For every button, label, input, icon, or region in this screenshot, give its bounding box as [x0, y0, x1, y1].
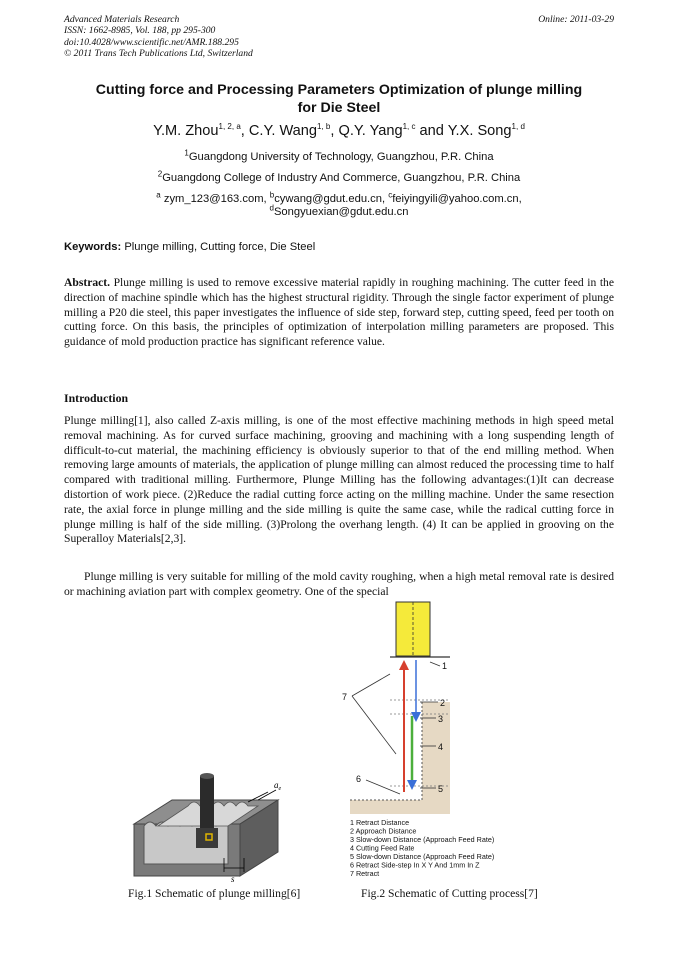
callout-4: 4 — [438, 742, 444, 752]
keywords-line — [64, 241, 315, 253]
keywords-text: Plunge milling, Cutting force, Die Steel — [124, 241, 316, 253]
section-heading-introduction: Introduction — [64, 391, 129, 405]
legend-item: 5 Slow-down Distance (Approach Feed Rate) — [350, 852, 495, 861]
email-superscript: c — [388, 190, 393, 200]
callout-3: 3 — [438, 714, 444, 724]
email-link[interactable]: zym_123@163.com, — [163, 193, 267, 205]
legend-item: 6 Retract Side-step In X Y And 1mm In Z — [350, 860, 480, 870]
label-s: s — [231, 874, 235, 884]
email-link[interactable]: feiyingyili@yahoo.com.cn, — [392, 193, 522, 205]
author-name: Y.M. Zhou — [153, 123, 219, 139]
affiliation-text: Guangdong University of Technology, Guangzhou, P.R. China — [188, 151, 494, 163]
affiliation-superscript: 1 — [184, 148, 189, 158]
email-link[interactable]: Songyuexian@gdut.edu.cn — [273, 206, 409, 218]
figure-1-plunge-milling-schematic — [128, 772, 300, 884]
author-name: Q.Y. Yang — [338, 123, 403, 139]
author-name: Y.X. Song — [447, 123, 512, 139]
issn-line: ISSN: 1662-8985, Vol. 188, pp 295-300 — [64, 25, 216, 37]
journal-header — [64, 14, 253, 60]
workpiece-wall — [422, 702, 450, 800]
callout-1: 1 — [442, 661, 448, 671]
author-list: Y.M. Zhou$^{1, 2, a}$, C.Y. Wang$^{1, b}$, Q.Y. Yang$^{1, c}$ and Y.X. Song$^{1, d}$ — [153, 122, 525, 139]
label-ae: $a_e$ — [274, 780, 282, 792]
journal-name: Advanced Materials Research — [64, 14, 180, 25]
figure-1-caption: Fig.1 Schematic of plunge milling[6] — [128, 887, 301, 900]
author-superscript: 1, 2, a — [218, 122, 241, 132]
author-superscript: 1, d — [511, 122, 525, 132]
affiliation-superscript: 2 — [157, 169, 163, 179]
legend-item: 4 Cutting Feed Rate — [350, 843, 415, 853]
abstract-paragraph — [64, 276, 614, 350]
email-superscript: a — [156, 190, 161, 200]
callout-6: 6 — [356, 774, 362, 784]
email-superscript: b — [269, 190, 275, 200]
email-superscript: d — [269, 203, 274, 213]
callout-2: 2 — [440, 698, 446, 708]
author-superscript: 1, b — [317, 122, 331, 132]
abstract-label: Abstract. — [64, 276, 111, 289]
legend-item: 3 Slow-down Distance (Approach Feed Rate) — [350, 835, 495, 844]
author-superscript: 1, c — [402, 122, 416, 132]
figure-2-cutting-process-schematic — [330, 600, 540, 884]
affiliation-text: Guangdong College of Industry And Commerce, Guangzhou, P.R. China — [162, 172, 521, 184]
callout-5: 5 — [438, 784, 444, 794]
email-link[interactable]: cywang@gdut.edu.cn, — [274, 193, 386, 205]
legend-item: 2 Approach Distance — [350, 826, 417, 836]
intro-paragraph-2: Plunge milling is very suitable for milling of the mold cavity roughing, when a high metal removal rate is desired or machining aviation part with complex geometry. One of the special — [64, 570, 614, 598]
abstract-text: Plunge milling is used to remove excessive material rapidly in roughing machining. The cutter feed in the direction of machine spindle which has the highest structural rigidity. Through the single factor experiment of plunge milling a P20 die steel, this paper investigates the influence of side step, forward step, cutting speed, feed per tooth on cutting force. On this basis, the principles of optimization of interpolation milling parameters are proposed. This guidance of mold production practice has significant reference value. — [64, 276, 614, 349]
online-date: Online: 2011-03-29 — [538, 14, 614, 25]
figure-2-caption: Fig.2 Schematic of Cutting process[7] — [361, 887, 538, 900]
legend-item: 1 Retract Distance — [350, 818, 410, 827]
doi-line: doi:10.4028/www.scientific.net/AMR.188.295 — [64, 36, 239, 48]
email-list — [40, 190, 638, 219]
affiliation-1 — [40, 148, 638, 164]
workpiece-floor — [350, 800, 450, 814]
legend-item: 7 Retract — [350, 869, 380, 878]
affiliation-2 — [40, 169, 638, 185]
author-name: C.Y. Wang — [248, 123, 318, 139]
copyright-line: © 2011 Trans Tech Publications Ltd, Switzerland — [64, 48, 253, 60]
intro-paragraph-1: Plunge milling[1], also called Z-axis milling, is one of the most effective machining methods in high speed metal removal machining. As for curved surface machining, grooving and machining with a long suspending length of difficult-to-cut material, the machining efficiency is obviously superior to that of the end milling method. When removing large amounts of materials, the application of plunge milling can almost reduced the processing time to half compared with traditional milling. Furthermore, Plunge Milling has the following advantages:(1)It can decrease distortion of work piece. (2)Reduce the radial cutting force acting on the milling machine. Under the same resection rate, the axial force in plunge milling and the side milling is quite the same case, while the radical cutting force in plunge milling is half of the side milling. (3)Prolong the overhang length. (4) It can be applied in grooving on the Superalloy Materials[2,3]. — [64, 414, 614, 546]
paper-title — [40, 82, 638, 117]
keywords-label: Keywords: — [64, 241, 122, 253]
figure-2-legend — [350, 818, 494, 878]
callout-7: 7 — [342, 692, 348, 702]
title-line-1: Cutting force and Processing Parameters Optimization of plunge milling — [95, 82, 583, 98]
title-line-2: for Die Steel — [297, 99, 381, 116]
